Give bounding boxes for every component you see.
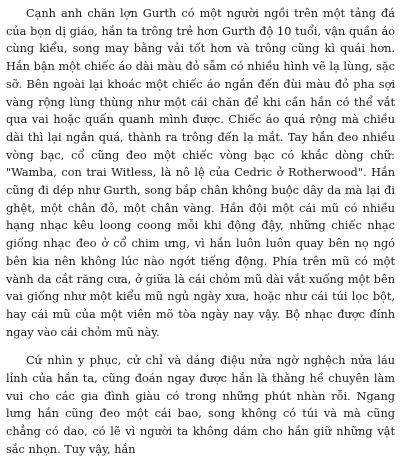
paragraph-1: Cạnh anh chăn lợn Gurth có một người ngồi trên một tảng đá của bọn dị giáo, hắn ta trông trẻ hơn Gurth độ 10 tuổi, vận quần áo cùng kiểu, song may bằng vải tốt hơn và trông cũng kì quái hơn. Hắn bận một chiếc áo dài màu đỏ sẫm có nhiều hình vẽ lạ lùng, sặc sỡ. Bên ngoài lại khoác một chiếc áo ngắn đến đùi màu đỏ pha sợi vàng rộng lùng thùng như một cái chăn để khi cần hắn có thể vắt qua vai hoặc quấn quanh mình được. Chiếc áo quá rộng mà chiều dài thì lại ngắn quá, thành ra trông đến lạ mắt. Tay hắn đeo nhiều vòng bạc, cổ cũng đeo một chiếc vòng bạc có khắc dòng chữ: "Wamba, con trai Witless, là nô lệ của Cedric ở Rotherwood". Hắn cũng đi dép như Gurth, song bắp chân không buộc dây da mà lại đi ghệt, một chân đỏ, một chân vàng. Hắn đội một cái mũ có nhiều hạng nhạc kêu loong coong mỗi khi động đậy, những chiếc nhạc giống nhạc đeo ở cổ chim ưng, vì hắn luôn luôn quay bên nọ ngó bên kia nên không lúc nào ngớt tiếng động. Phía trên mũ có một vành da cắt răng cưa, ở giữa là cái chỏm mũ dài vắt xuống một bên vai giống như một kiểu mũ ngủ ngày xưa, hoặc như cái túi lọc bột, hay cái mũ của một viên mõ tòa ngày nay vậy. Bộ nhạc được đính ngay vào cái chỏm mũ này.: [6, 7, 395, 339]
paragraph-2: Cứ nhìn y phục, cử chỉ và dáng điệu nửa ngờ nghệch nửa láu lỉnh của hắn ta, cũng đoán ngay được hắn là thằng hề chuyên làm vui cho các gia đình giàu có trong những phút nhàn rỗi. Ngang lưng hắn cũng đeo một cái bao, song không có túi và mà cũng chẳng có dao, có lẽ vì người ta không dám cho hắn giữ những vật sắc nhọn. Tuy vậy, hắn: [6, 354, 395, 456]
body-text: [6, 5, 395, 459]
